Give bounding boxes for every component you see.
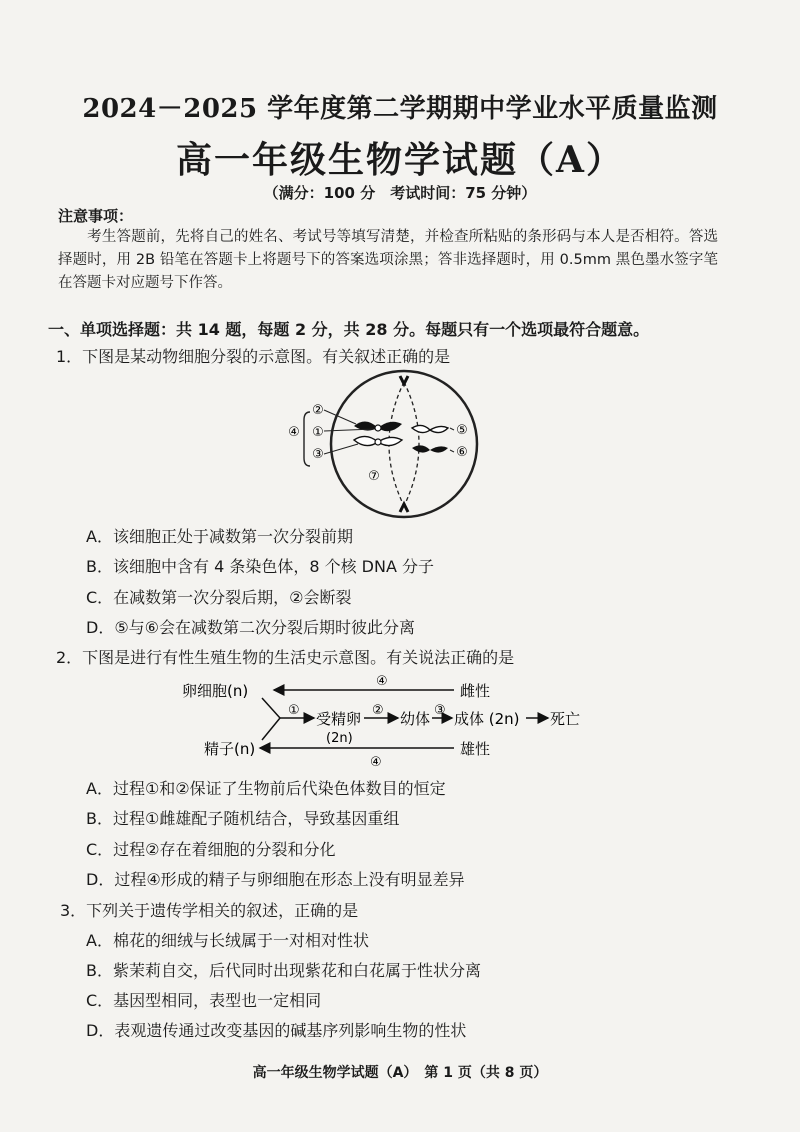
- label-5: ⑤: [456, 423, 468, 438]
- question-3-stem: 3．下列关于遗传学相关的叙述，正确的是: [60, 901, 359, 920]
- cell-membrane: [331, 371, 477, 517]
- question-1-option-c: C．在减数第一次分裂后期，②会断裂: [86, 588, 352, 607]
- death-label: 死亡: [550, 710, 581, 728]
- exam-meta: （满分：100 分 考试时间：75 分钟）: [263, 184, 537, 202]
- question-1-stem: 1．下图是某动物细胞分裂的示意图。有关叙述正确的是: [56, 347, 451, 366]
- notice-body: [58, 226, 718, 295]
- leader-3: [324, 444, 358, 454]
- zygote-label: 受精卵: [316, 710, 362, 728]
- question-3-option-a: A．棉花的细绒与长绒属于一对相对性状: [86, 931, 369, 950]
- step-4-top: ④: [376, 674, 388, 689]
- label-1: ①: [312, 425, 324, 440]
- question-3-option-b: B．紫茉莉自交，后代同时出现紫花和白花属于性状分离: [86, 961, 481, 980]
- chromosome-pair-right: [412, 425, 448, 452]
- section-heading: 一、单项选择题：共 14 题，每题 2 分，共 28 分。每题只有一个选项最符合题意。: [48, 320, 650, 339]
- label-3: ③: [312, 447, 324, 462]
- label-7: ⑦: [368, 469, 380, 484]
- spindle-right: [404, 382, 419, 506]
- life-cycle-figure: [180, 670, 620, 770]
- chromosome-pair-left: [354, 421, 402, 445]
- label-6: ⑥: [456, 445, 468, 460]
- male-label: 雄性: [460, 740, 491, 758]
- embryo-label: 幼体: [400, 710, 431, 728]
- cell-division-figure: [282, 368, 482, 520]
- leader-6: [450, 450, 454, 452]
- question-2-option-d: D．过程④形成的精子与卵细胞在形态上没有明显差异: [86, 870, 465, 889]
- question-3-option-c: C．基因型相同，表型也一定相同: [86, 991, 322, 1010]
- question-2-option-b: B．过程①雌雄配子随机结合，导致基因重组: [86, 809, 400, 828]
- notice-text: 考生答题前，先将自己的姓名、考试号等填写清楚，并检查所粘贴的条形码与本人是否相符。答选择题时，用 2B 铅笔在答题卡上将题号下的答案选项涂黑；答非选择题时，用 0.5mm 黑色墨水签字笔在答题卡对应题号下作答。: [58, 229, 718, 291]
- egg-label: 卵细胞(n): [182, 682, 249, 700]
- female-label: 雌性: [460, 682, 491, 700]
- step-1: ①: [288, 703, 300, 718]
- label-2: ②: [312, 403, 324, 418]
- exam-title: 2024－2025 学年度第二学期期中学业水平质量监测: [82, 94, 718, 124]
- question-1-option-d: D．⑤与⑥会在减数第二次分裂后期时彼此分离: [86, 618, 416, 637]
- subject-title: 高一年级生物学试题（A）: [176, 139, 624, 181]
- leader-5: [450, 428, 454, 430]
- centrosome-bottom: [400, 504, 408, 512]
- question-2-stem: 2．下图是进行有性生殖生物的生活史示意图。有关说法正确的是: [56, 648, 515, 667]
- step-4-bottom: ④: [370, 755, 382, 770]
- notice-heading: 注意事项：: [58, 207, 134, 225]
- label-4-bracket: [304, 412, 310, 466]
- question-1-option-a: A．该细胞正处于减数第一次分裂前期: [86, 527, 353, 546]
- sperm-label: 精子(n): [204, 740, 256, 758]
- page-footer: 高一年级生物学试题（A） 第 1 页（共 8 页）: [252, 1065, 548, 1081]
- step-2: ②: [372, 703, 384, 718]
- centrosome-top: [400, 376, 408, 384]
- question-2-option-a: A．过程①和②保证了生物前后代染色体数目的恒定: [86, 779, 446, 798]
- question-2-option-c: C．过程②存在着细胞的分裂和分化: [86, 840, 336, 859]
- leader-2: [324, 410, 356, 424]
- label-4: ④: [288, 425, 300, 440]
- adult-label: 成体 (2n): [454, 710, 520, 728]
- question-1-option-b: B．该细胞中含有 4 条染色体，8 个核 DNA 分子: [86, 557, 435, 576]
- fertilization-join: [262, 698, 280, 740]
- zygote-ploidy: (2n): [326, 731, 353, 746]
- step-3: ③: [434, 703, 446, 718]
- question-3-option-d: D．表观遗传通过改变基因的碱基序列影响生物的性状: [86, 1021, 467, 1040]
